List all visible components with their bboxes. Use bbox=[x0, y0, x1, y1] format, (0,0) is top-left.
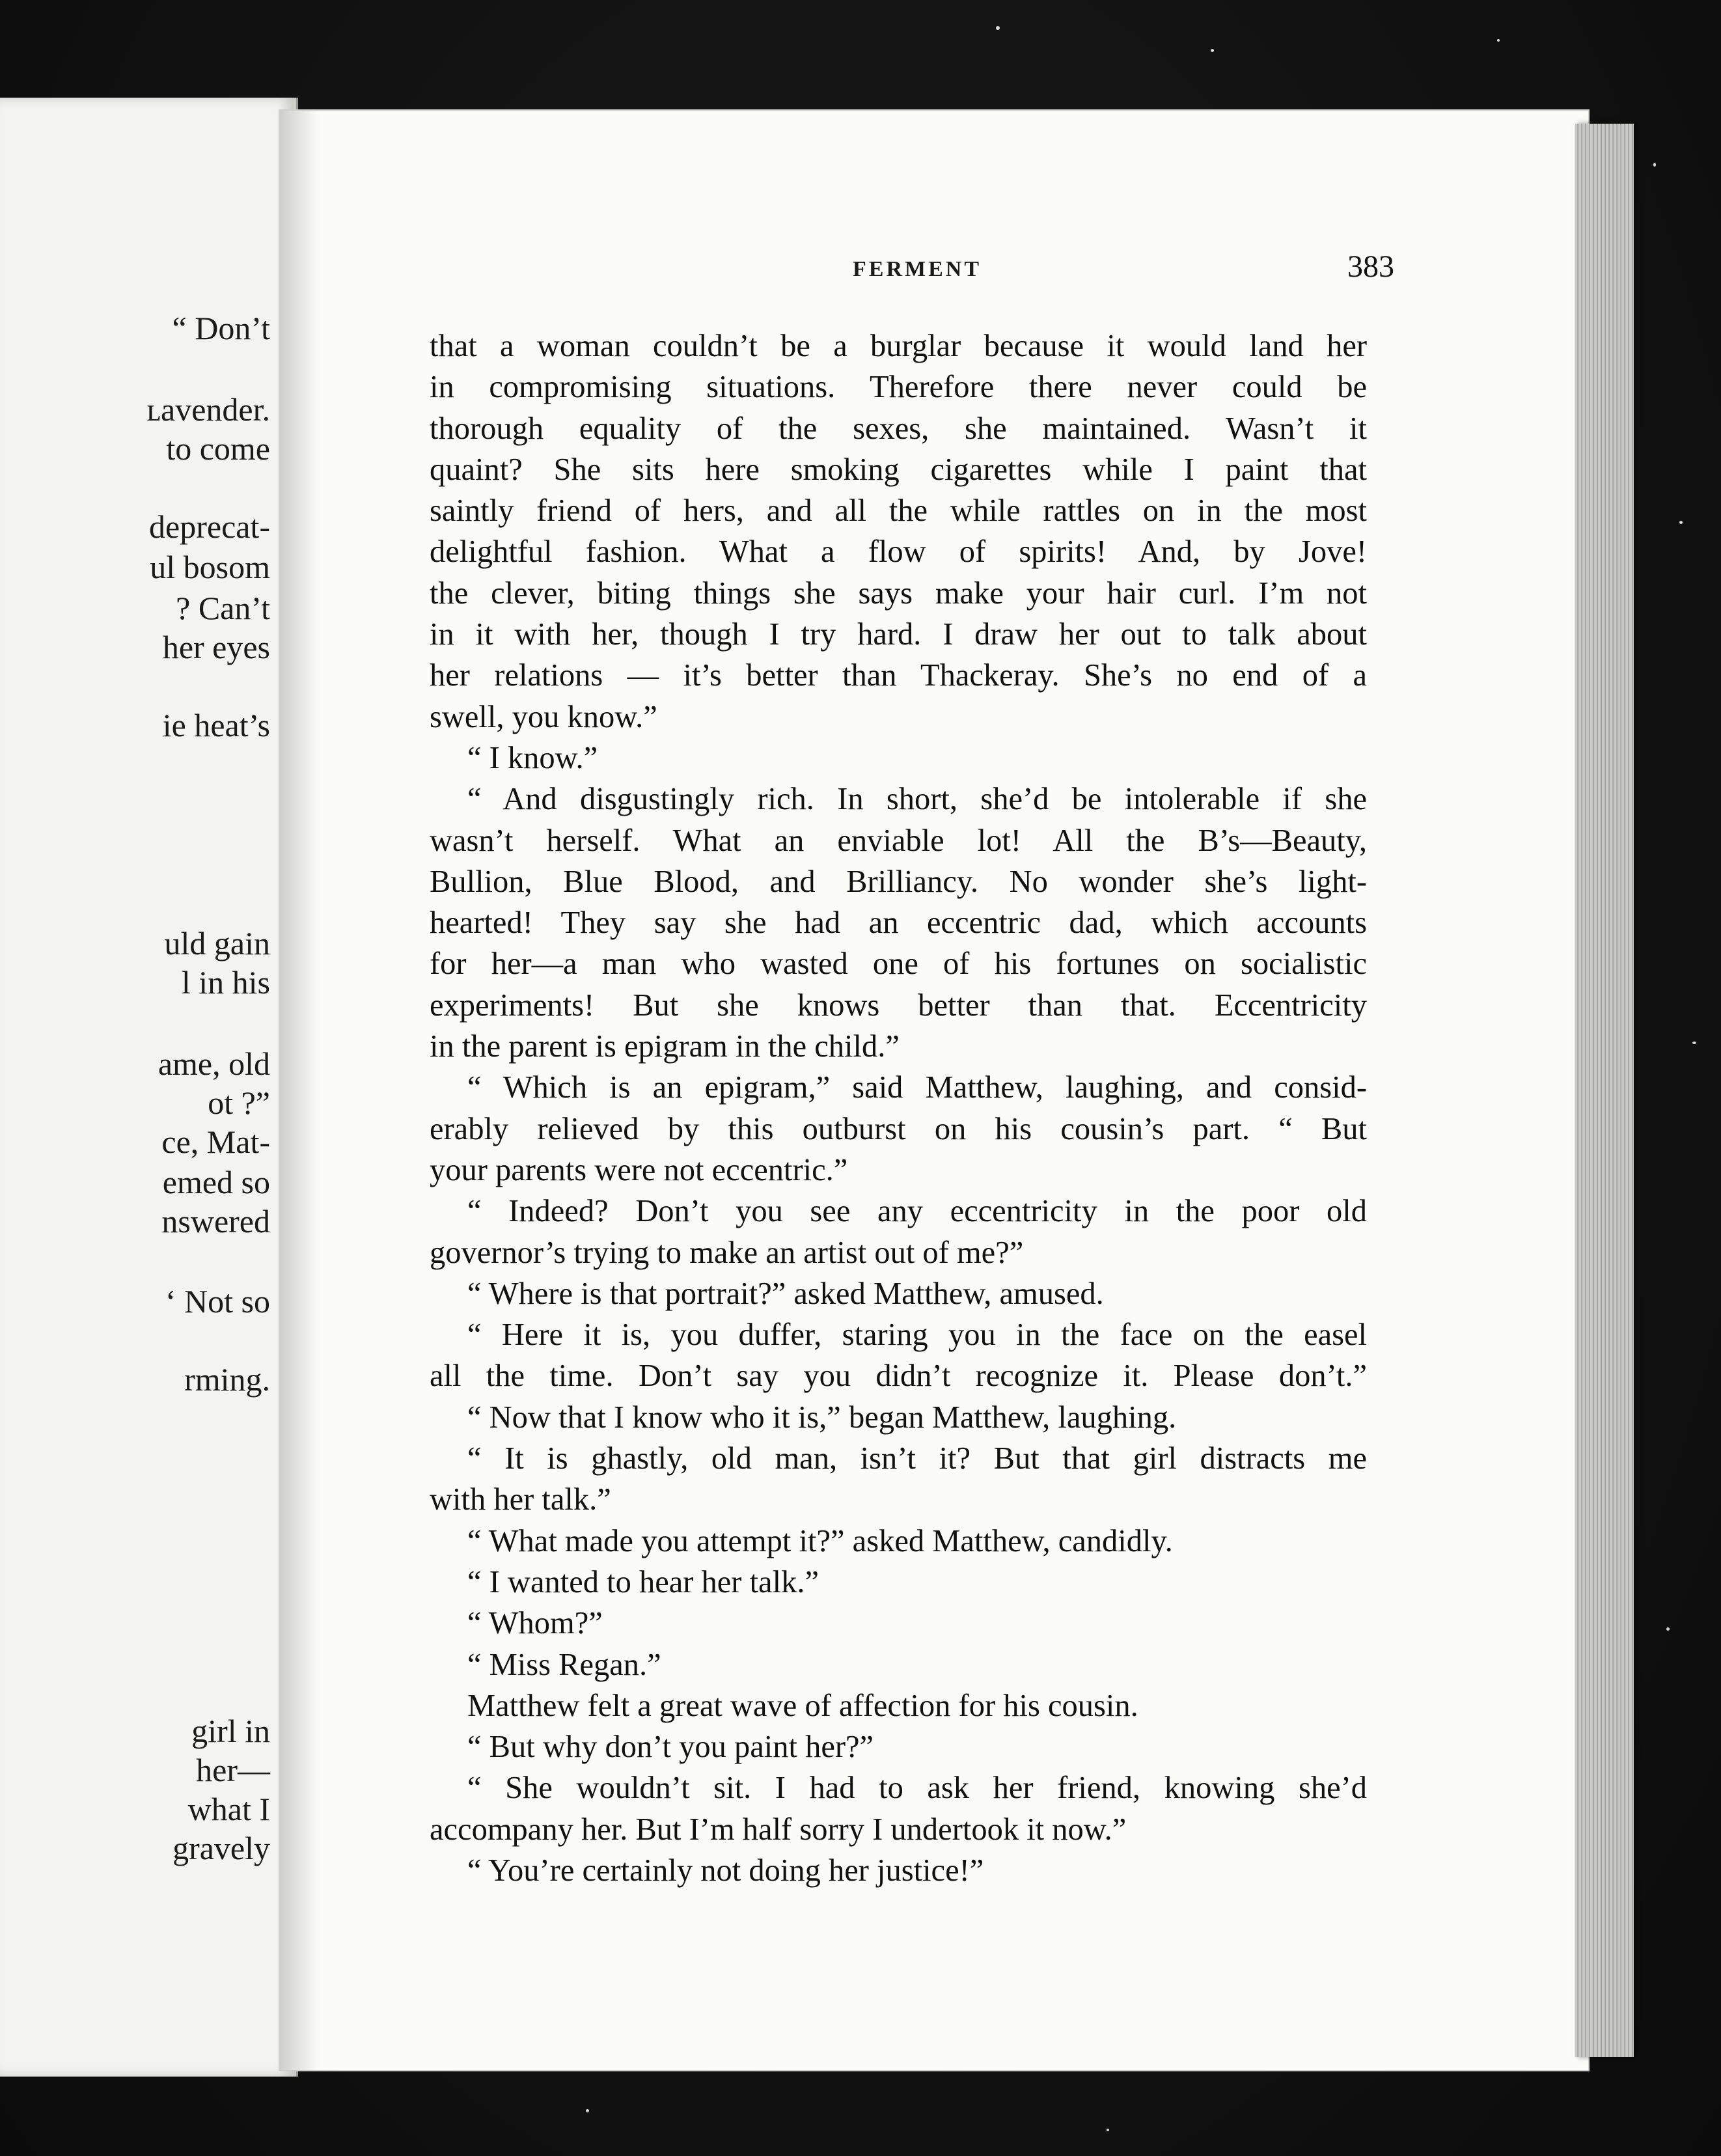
left-page-line: her eyes bbox=[162, 629, 270, 665]
left-page-line: rming. bbox=[184, 1361, 270, 1398]
left-page-line: ie heat’s bbox=[162, 707, 270, 743]
left-page-line: ʟavender. bbox=[146, 391, 270, 428]
text-line: saintly friend of hers, and all the while rattles on in the most bbox=[430, 493, 1367, 529]
gutter-shadow bbox=[280, 111, 319, 2070]
left-page-line: her— bbox=[196, 1752, 270, 1788]
text-line: “ Indeed? Don’t you see any eccentricity in the poor old bbox=[467, 1194, 1367, 1229]
text-line: erably relieved by this outburst on his cousin’s part. “ But bbox=[430, 1111, 1367, 1146]
left-page-line: l in his bbox=[181, 964, 270, 1001]
left-page-line: to come bbox=[166, 430, 270, 467]
dust-speck bbox=[1679, 521, 1683, 524]
left-page-line: ame, old bbox=[158, 1045, 270, 1082]
left-page-line: girl in bbox=[191, 1713, 270, 1749]
dust-speck bbox=[1653, 163, 1656, 167]
text-line: quaint? She sits here smoking cigarettes while I paint that bbox=[430, 452, 1367, 487]
left-page-line: ul bosom bbox=[150, 549, 270, 585]
dust-speck bbox=[1107, 2129, 1109, 2131]
left-page-line: ? Can’t bbox=[176, 590, 270, 626]
dust-speck bbox=[586, 2109, 589, 2112]
text-line: Matthew felt a great wave of affection for his cousin. bbox=[467, 1688, 1138, 1723]
text-line: “ Miss Regan.” bbox=[467, 1647, 661, 1682]
text-line: with her talk.” bbox=[430, 1482, 611, 1517]
text-line: “ And disgustingly rich. In short, she’d be intolerable if she bbox=[467, 782, 1367, 817]
text-line: the clever, biting things she says make your hair curl. I’m not bbox=[430, 575, 1367, 611]
page-block-edges bbox=[1575, 124, 1634, 2057]
text-line: hearted! They say she had an eccentric dad, which accounts bbox=[430, 905, 1367, 941]
dust-speck bbox=[996, 26, 1000, 30]
left-page-line: uld gain bbox=[164, 925, 270, 961]
dust-speck bbox=[1497, 39, 1500, 42]
text-line: in it with her, though I try hard. I draw her out to talk about bbox=[430, 617, 1367, 652]
text-line: for her—a man who wasted one of his fortunes on socialistic bbox=[430, 947, 1367, 982]
dust-speck bbox=[1666, 1627, 1670, 1631]
text-line: “ You’re certainly not doing her justice!” bbox=[467, 1853, 984, 1888]
dust-speck bbox=[1692, 1042, 1696, 1044]
left-page-line: ce, Mat- bbox=[161, 1124, 270, 1160]
page-number: 383 bbox=[1347, 249, 1394, 284]
text-line: “ Where is that portrait?” asked Matthew, amused. bbox=[467, 1276, 1104, 1311]
left-page-line: deprecat- bbox=[149, 508, 270, 545]
current-page bbox=[280, 111, 1588, 2070]
text-line: “ Here it is, you duffer, staring you in the face on the easel bbox=[467, 1318, 1367, 1353]
text-line: swell, you know.” bbox=[430, 699, 657, 734]
text-line: “ Now that I know who it is,” began Matthew, laughing. bbox=[467, 1400, 1177, 1435]
text-line: accompany her. But I’m half sorry I undertook it now.” bbox=[430, 1812, 1127, 1847]
text-line: that a woman couldn’t be a burglar because it would land her bbox=[430, 329, 1367, 363]
left-page-line: ‘ Not so bbox=[165, 1283, 270, 1320]
text-line: in compromising situations. Therefore there never could be bbox=[430, 370, 1367, 405]
text-line: thorough equality of the sexes, she maintained. Wasn’t it bbox=[430, 411, 1367, 446]
dust-speck bbox=[1211, 49, 1214, 52]
text-line: her relations — it’s better than Thackeray. She’s no end of a bbox=[430, 658, 1367, 693]
left-page-line: ot ?” bbox=[208, 1085, 270, 1121]
text-line: governor’s trying to make an artist out of me?” bbox=[430, 1235, 1024, 1270]
text-line: wasn’t herself. What an enviable lot! All the B’s—Beauty, bbox=[430, 823, 1367, 858]
running-head: FERMENT bbox=[853, 257, 982, 281]
text-line: in the parent is epigram in the child.” bbox=[430, 1029, 900, 1064]
text-line: delightful fashion. What a flow of spirits! And, by Jove! bbox=[430, 534, 1367, 570]
text-line: “ What made you attempt it?” asked Matthew, candidly. bbox=[467, 1523, 1173, 1558]
left-page-line: nswered bbox=[161, 1203, 270, 1239]
text-line: “ I know.” bbox=[467, 740, 598, 775]
left-page-line: emed so bbox=[162, 1164, 270, 1200]
text-line: experiments! But she knows better than that. Eccentricity bbox=[430, 988, 1367, 1023]
left-page-line: “ Don’t bbox=[172, 310, 270, 346]
text-line: “ Which is an epigram,” said Matthew, laughing, and consid- bbox=[467, 1070, 1367, 1105]
left-page-line: gravely bbox=[172, 1830, 270, 1866]
body-text bbox=[430, 325, 1367, 1891]
text-line: all the time. Don’t say you didn’t recognize it. Please don’t.” bbox=[430, 1359, 1367, 1394]
text-line: “ Whom?” bbox=[467, 1606, 603, 1641]
text-line: “ But why don’t you paint her?” bbox=[467, 1730, 874, 1765]
left-page-line: what I bbox=[187, 1791, 270, 1827]
text-line: “ She wouldn’t sit. I had to ask her friend, knowing she’d bbox=[467, 1771, 1367, 1806]
text-line: “ I wanted to hear her talk.” bbox=[467, 1564, 819, 1599]
text-line: “ It is ghastly, old man, isn’t it? But that girl distracts me bbox=[467, 1441, 1367, 1476]
previous-page bbox=[0, 98, 298, 2077]
text-line: your parents were not eccentric.” bbox=[430, 1152, 848, 1187]
text-line: Bullion, Blue Blood, and Brilliancy. No wonder she’s light- bbox=[430, 864, 1367, 899]
